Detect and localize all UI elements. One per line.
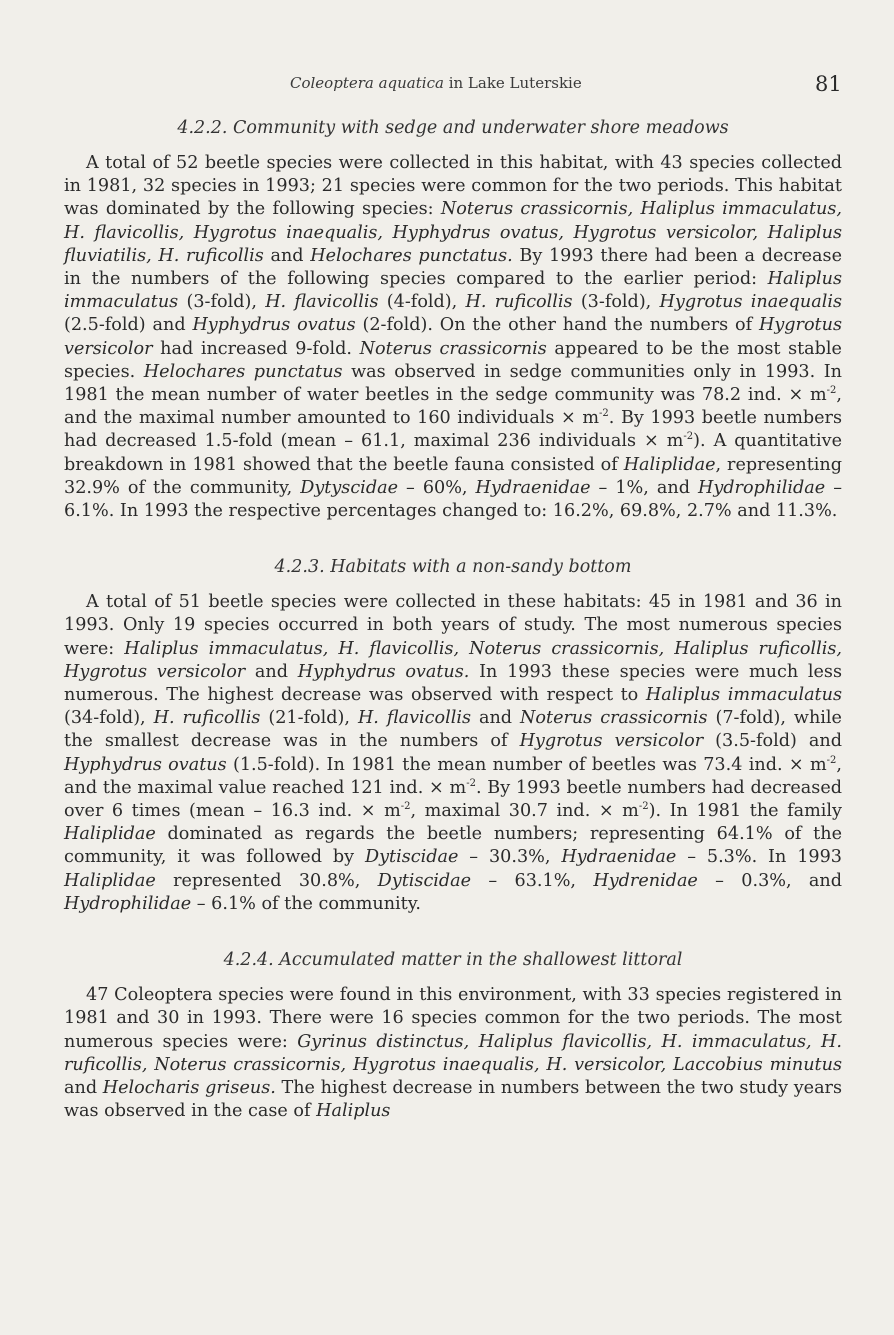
italic-term: Hydrophilidae (698, 477, 826, 498)
italic-term: Noterus crassicornis (520, 708, 708, 729)
italic-term: Dytyscidae (300, 477, 398, 498)
running-head (290, 74, 582, 92)
italic-term: Haliplus immaculatus, H. flavicollis, Noterus crassicornis, Haliplus ruficollis, Hygrotus versicolor (64, 638, 842, 682)
text-run: (21-fold), (260, 708, 358, 729)
italic-term: Hydraenidae (561, 847, 677, 868)
text-run: and (263, 245, 311, 266)
italic-term: Hyphydrus ovatus (64, 754, 227, 775)
text-run: (3.5-fold) and (703, 731, 842, 752)
italic-term: H. flavicollis (357, 708, 471, 729)
text-run: – 6.1%. In 1993 the respective percentages changed to: 16.2%, 69.8%, 2.7% and 11.3%. (64, 477, 843, 522)
section-heading: 4.2.4. Accumulated matter in the shallowest littoral (223, 950, 683, 971)
italic-term: Haliplus (316, 1101, 391, 1122)
text-run: ). A quantitative breakdown in 1981 showed that the beetle fauna consisted of (64, 431, 842, 475)
text-run: By 1993 there had been a decrease in the numbers of the following species compared to the earlier period: (64, 245, 842, 290)
italic-term: H. flavicollis (265, 292, 379, 313)
italic-term: Noterus crassicornis, Haliplus immaculatus, H. flavicollis, Hygrotus inaequalis, Hyphydrus ovatus, Hygrotus versicolor, Haliplus fluviatilis, H. ruficollis (64, 199, 842, 266)
italic-term: Dytiscidae (364, 847, 459, 868)
text-run: (4-fold), (378, 292, 466, 313)
text-run: (34-fold), (64, 708, 154, 729)
italic-term: Hydraenidae (475, 477, 591, 498)
text-run: ). In 1981 the family (648, 801, 842, 822)
superscript: -2 (638, 801, 649, 813)
text-run: dominated as regards the beetle numbers; representing 64.1% of the community, it was followed by (64, 824, 842, 868)
text-run: and (64, 1077, 103, 1098)
text-run: – 1%, and (590, 477, 698, 498)
italic-term: Hyphydrus ovatus (192, 315, 356, 336)
italic-term: Haliplidae (64, 824, 156, 845)
superscript: -2 (826, 754, 837, 766)
text-run: – 30.3%, (458, 847, 562, 868)
text-run: – 60%, (397, 477, 476, 498)
italic-term: H. ruficollis (465, 292, 573, 313)
italic-term: Gyrinus distinctus, Haliplus flavicollis, H. immaculatus, H. ruficollis, Noterus crassicornis, Hygrotus inaequalis, H. versicolor, Laccobius minutus (64, 1031, 842, 1075)
italic-term: Dytiscidae (377, 870, 472, 891)
text-run: 47 Coleoptera species were found in this environment, with 33 species registered in 1981 and 30 in 1993. There were 16 species common for the two periods. The most numerous species were: (64, 985, 842, 1052)
page-number: 81 (815, 72, 842, 96)
text-run: , and the maximal value reached 121 ind. × m (64, 754, 842, 798)
text-run: (3-fold), (572, 292, 660, 313)
running-head-rest: in Lake Luterskie (443, 74, 582, 92)
text-run: , representing 32.9% of the community, (64, 454, 842, 498)
italic-term: H. ruficollis (153, 708, 261, 729)
text-run: and (245, 661, 298, 682)
text-run: (2.5-fold) and (64, 315, 193, 336)
text-run: – 63.1%, (471, 870, 594, 891)
paragraph (64, 984, 842, 1123)
italic-term: Hydrophilidae (64, 893, 192, 914)
text-run: had increased 9-fold. (152, 338, 360, 359)
text-run: A total of 52 beetle species were collected in this habitat, with 43 species collected in 1981, 32 species in 1993; 21 species were common for the two periods. This habitat was dominated by the following species: (64, 153, 842, 220)
paragraph (64, 591, 842, 916)
text-run: In 1993 these species were much less numerous. The highest decrease was observed with respect to (64, 661, 842, 706)
section-heading: 4.2.3. Habitats with a non-sandy bottom (274, 557, 632, 578)
text-run: – 0.3%, and (697, 870, 843, 891)
italic-term: Helochares punctatus. (310, 245, 513, 266)
body-text (64, 118, 842, 1123)
running-head-italic: Coleoptera aquatica (290, 74, 444, 92)
italic-term: Noterus crassicornis (359, 338, 547, 359)
text-run: The highest decrease in numbers between the two study years was observed in the case of (64, 1077, 842, 1122)
text-run: A total of 51 beetle species were collected in these habitats: 45 in 1981 and 36 in 1993. Only 19 species occurred in both years of study. The most numerous species were: (64, 592, 842, 659)
superscript: -2 (599, 408, 609, 420)
italic-term: Hygrotus versicolor (64, 315, 842, 359)
text-run: (2-fold). On the other hand the numbers of (355, 315, 759, 336)
text-run: . By 1993 beetle numbers had decreased over 6 times (mean – 16.3 ind. × m (64, 777, 842, 822)
text-run: , maximal 30.7 ind. × m (410, 801, 639, 822)
text-run: was observed in sedge communities only in 1993. In 1981 the mean number of water beetles in the sedge community was 78.2 ind. × m (64, 361, 843, 406)
text-run: (7-fold), while the smallest decrease was in the numbers of (64, 708, 842, 752)
paragraph (64, 152, 842, 523)
superscript: -2 (683, 431, 694, 443)
superscript: -2 (826, 385, 837, 397)
text-run: (3-fold), (178, 292, 266, 313)
italic-term: Helocharis griseus. (102, 1077, 276, 1098)
text-run: , and the maximal number amounted to 160 individuals × m (64, 385, 842, 429)
text-run: . By 1993 beetle numbers had decreased 1.5-fold (mean – 61.1, maximal 236 individuals × m (64, 408, 842, 452)
superscript: -2 (400, 801, 411, 813)
italic-term: Hygrotus versicolor (519, 731, 704, 752)
text-run: (1.5-fold). In 1981 the mean number of beetles was 73.4 ind. × m (226, 754, 827, 775)
section-heading: 4.2.2. Community with sedge and underwater shore meadows (177, 118, 729, 138)
italic-term: Helochares punctatus (143, 361, 343, 382)
text-run: represented 30.8%, (155, 870, 378, 891)
text-run: appeared to be the most stable species. (64, 338, 842, 382)
italic-term: Hygrotus inaequalis (659, 292, 843, 313)
text-run: – 6.1% of the community. (191, 893, 421, 914)
superscript: -2 (466, 778, 476, 790)
text-run: – 5.3%. In 1993 (676, 847, 842, 868)
italic-term: Haliplidae (623, 454, 716, 475)
text-run: and (471, 708, 521, 729)
italic-term: Hydrenidae (593, 870, 698, 891)
italic-term: Haliplus immaculatus (645, 685, 842, 706)
italic-term: Haliplidae (64, 870, 156, 891)
italic-term: Haliplus immaculatus (64, 269, 842, 313)
italic-term: Hyphydrus ovatus. (297, 661, 470, 682)
